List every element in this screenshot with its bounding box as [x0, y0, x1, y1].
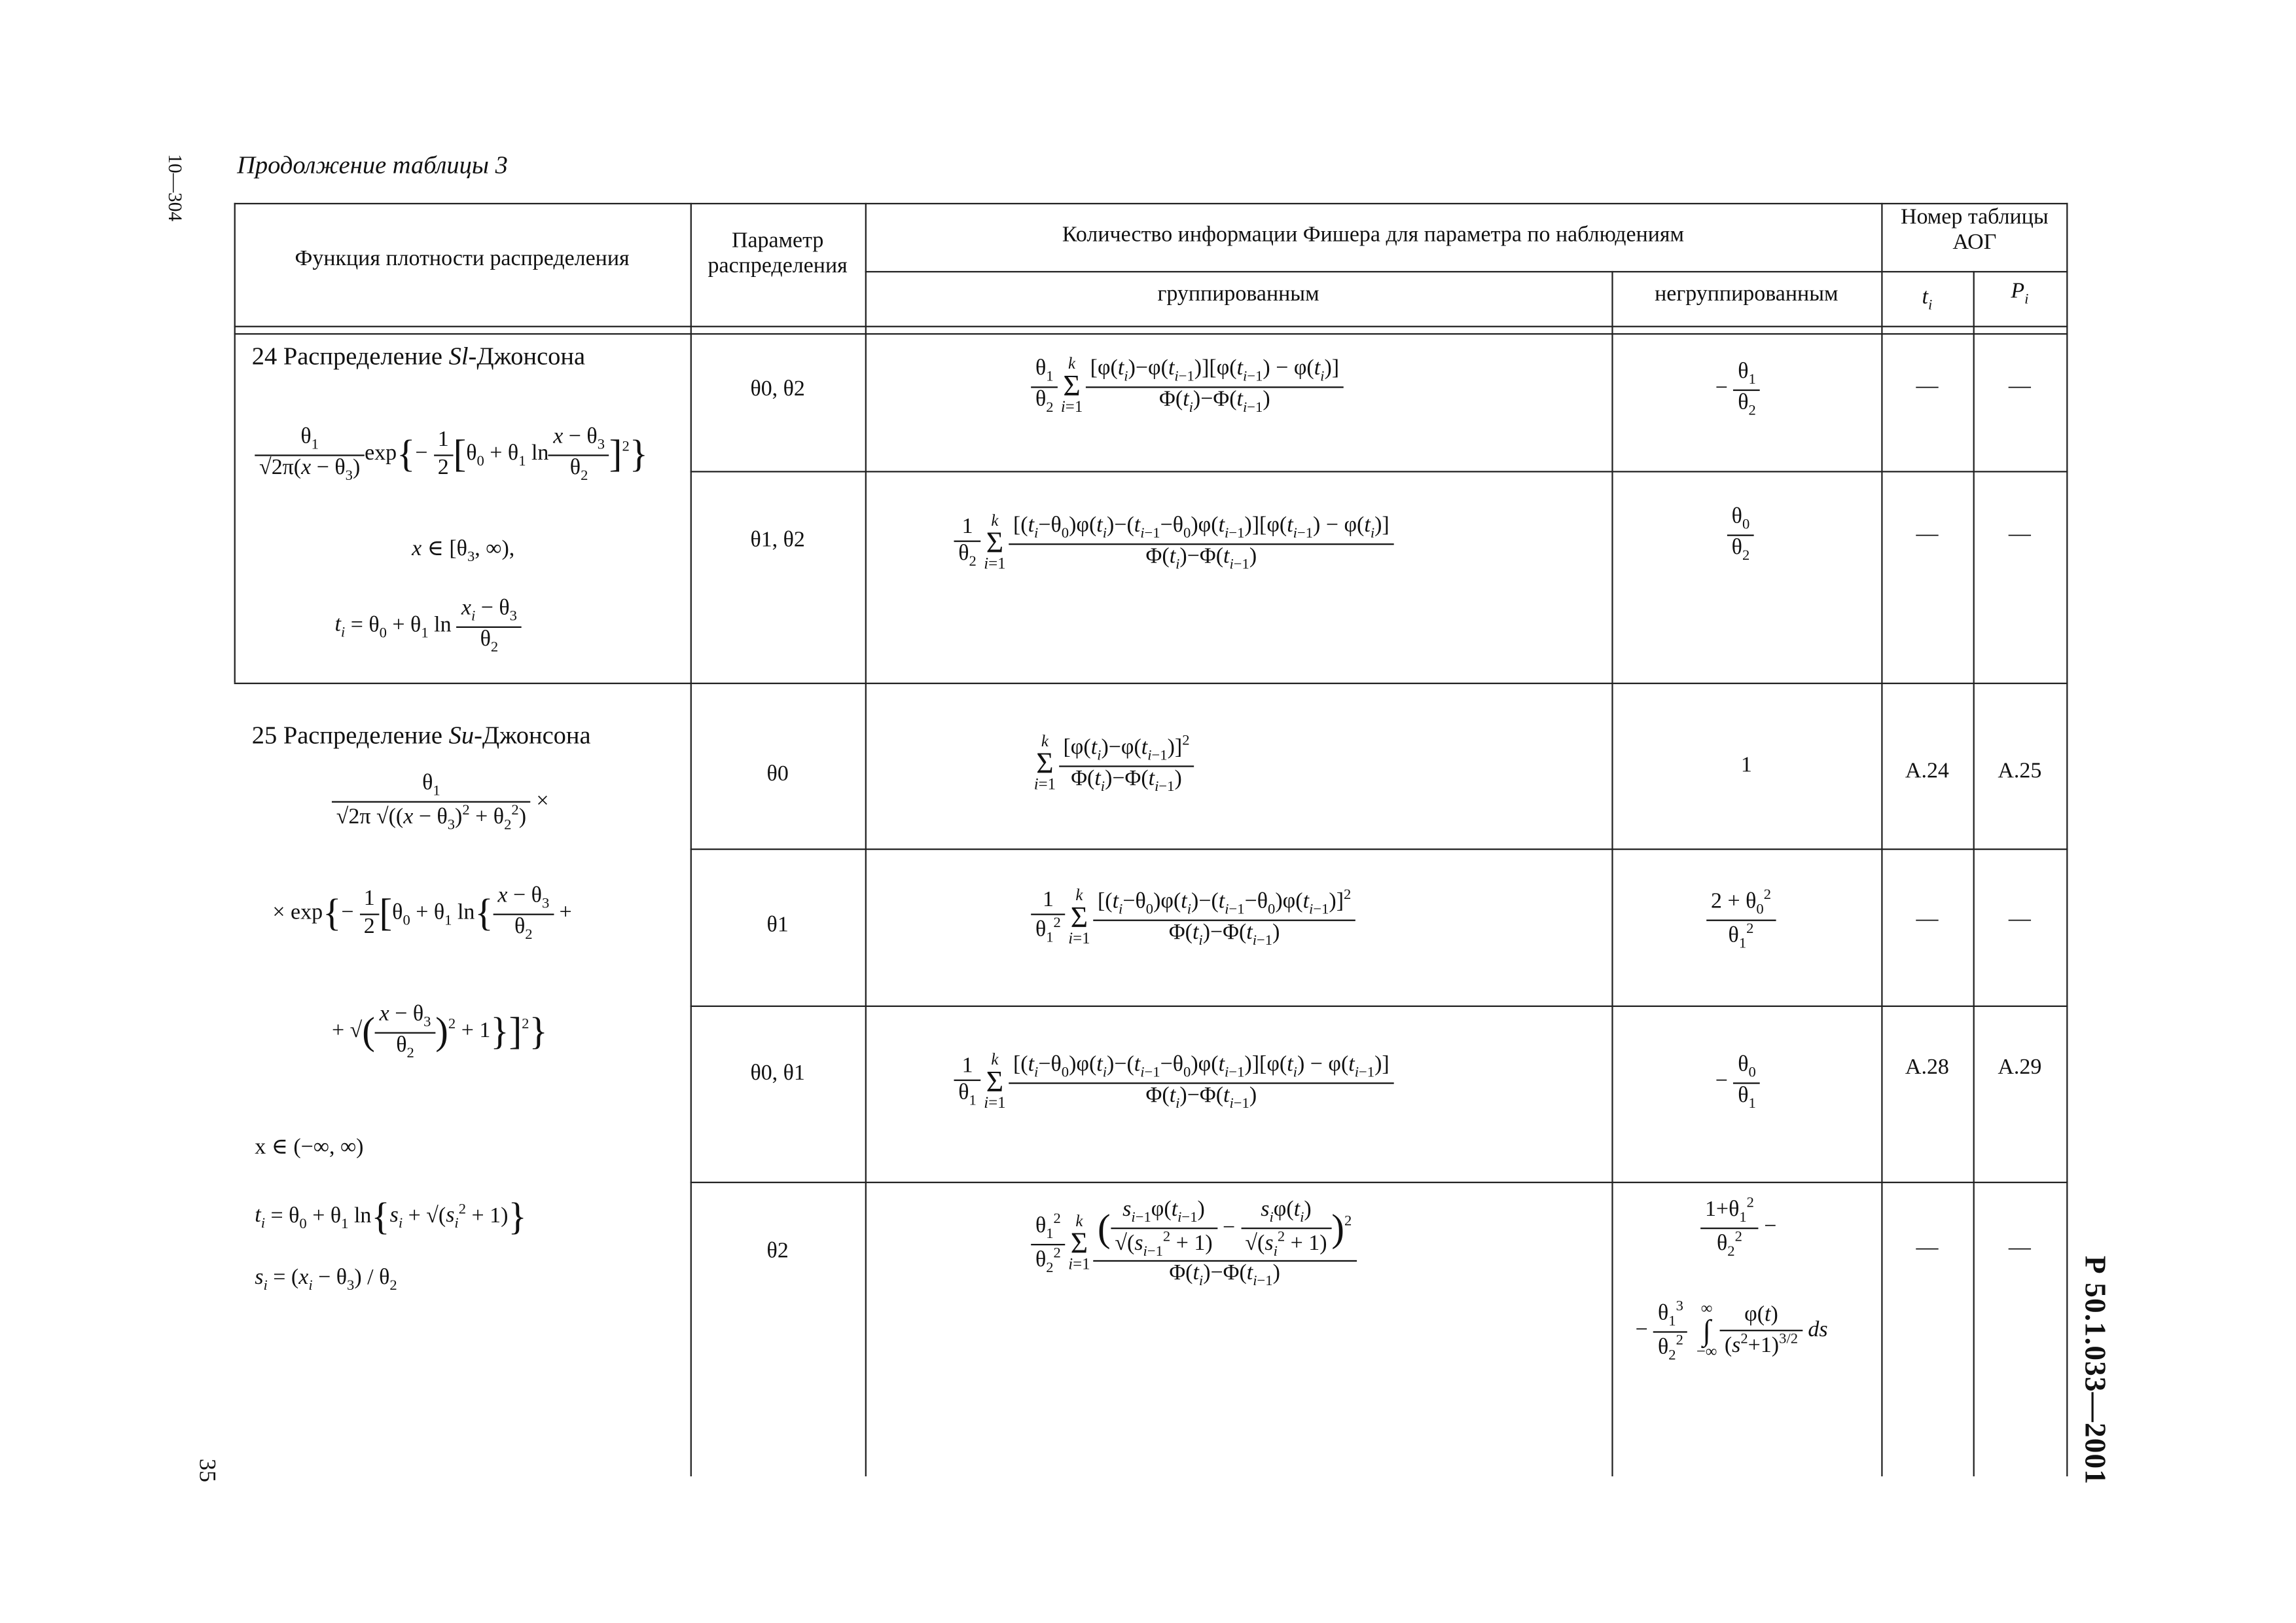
- header-param: Параметр распределения: [708, 229, 848, 278]
- rule: [865, 271, 2068, 272]
- section25-grouped-2: $\frac{1}{\theta_1^2}$ k Σ i=1 $\frac{[(t_i-\theta_0)\varphi(t_i)-(t_{i-1}-\theta_0)\varphi(t_{i-1})]^2}{\Phi(t_i)-\Phi(t_{i-1})}$: [1031, 887, 1355, 949]
- header-grouped: группированным: [1157, 283, 1319, 307]
- side-code: 10—304: [164, 154, 187, 222]
- section25-ti-2: —: [1916, 907, 1939, 932]
- section25-ungrouped-3: − $\frac{\theta_0}{\theta_1}$: [1715, 1053, 1761, 1112]
- section25-param-1: θ0: [766, 762, 789, 787]
- section25-pi-1: A.25: [1998, 759, 2042, 784]
- section25-density-part1: $\frac{\theta_1}{√2\pi √((x - \theta_3)^2 + \theta_2^2)}$ ×: [332, 771, 549, 833]
- rule: [234, 203, 236, 683]
- section25-pi-4: —: [2008, 1236, 2031, 1260]
- section25-title: 25 Распределение Su-Джонсона: [251, 721, 591, 750]
- section25-domain: x ∈ (−∞, ∞): [255, 1135, 364, 1159]
- section24-title: 24 Распределение Sl-Джонсона: [251, 342, 586, 371]
- section25-grouped-1: k Σ i=1 $\frac{[\varphi(t_i)-\varphi(t_{i-1})]^2}{\Phi(t_i)-\Phi(t_{i-1})}$: [1031, 733, 1194, 795]
- section24-param-1: θ0, θ2: [750, 377, 805, 401]
- rule: [691, 1182, 2068, 1183]
- rule: [234, 326, 2068, 327]
- table-caption: Продолжение таблицы 3: [237, 151, 508, 179]
- section25-ungrouped-2: $\frac{2 + \theta_0^2}{\theta_1^2}$: [1706, 887, 1776, 953]
- rule: [2066, 203, 2068, 1476]
- page-number: 35: [194, 1458, 219, 1483]
- rule: [234, 203, 2068, 204]
- section25-param-4: θ2: [766, 1239, 789, 1264]
- header-ti: $t_i$: [1922, 285, 1933, 314]
- section25-pi-2: —: [2008, 907, 2031, 932]
- section25-ti-3: A.28: [1905, 1055, 1949, 1080]
- rule: [1611, 271, 1613, 1476]
- rule: [234, 683, 2068, 684]
- section24-ti-2: —: [1916, 522, 1939, 547]
- section24-ungrouped-2: $\frac{\theta_0}{\theta_2}$: [1727, 505, 1754, 564]
- section25-density-part3: + √( $\frac{x - \theta_3}{\theta_2}$ )$^2$ + 1}]$^2$}: [331, 1002, 548, 1061]
- section25-ungrouped-1: 1: [1740, 754, 1752, 778]
- section25-density-part2: × exp{− $\frac{1}{2}$ [$\theta_0 + \theta_1$ ln{ $\frac{x - \theta_3}{\theta_2}$ +: [272, 884, 572, 943]
- rule: [1973, 271, 1975, 1476]
- rule: [865, 203, 867, 1476]
- section25-pi-3: A.29: [1998, 1055, 2042, 1080]
- section24-grouped-1: $\frac{\theta_1}{\theta_2}$ k Σ i=1 $\frac{[\varphi(t_i)-\varphi(t_{i-1})][\varphi(t_{i-1}) - \varphi(t_i)]}{\Phi(t_i)-\Phi(t_{i-1})}$: [1031, 357, 1344, 416]
- section25-ungrouped-4-part1: $\frac{1+\theta_1^2}{\theta_2^2}$ −: [1700, 1195, 1776, 1260]
- section24-param-2: θ1, θ2: [750, 528, 805, 553]
- header-ungrouped: негруппированным: [1655, 283, 1839, 307]
- section25-grouped-3: $\frac{1}{\theta_1}$ k Σ i=1 $\frac{[(t_i-\theta_0)\varphi(t_i)-(t_{i-1}-\theta_0)\varphi(t_{i-1})][\varphi(t_i) - \varphi(t_{i-1})]}{\Phi(t_i)-\Phi(t_{i-1})}$: [954, 1053, 1394, 1112]
- section24-grouped-2: $\frac{1}{\theta_2}$ k Σ i=1 $\frac{[(t_i-\theta_0)\varphi(t_i)-(t_{i-1}-\theta_0)\varphi(t_{i-1})][\varphi(t_{i-1}) - \varphi(t_i)]}{\Phi(t_i)-\Phi(t_{i-1})}$: [954, 514, 1394, 573]
- section24-pi-2: —: [2008, 522, 2031, 547]
- rule: [691, 1006, 2068, 1007]
- section25-ti-1: A.24: [1905, 759, 1949, 784]
- rule: [691, 848, 2068, 850]
- rule: [691, 471, 2068, 472]
- section24-density-formula: $\frac{\theta_1}{√2\pi(x - \theta_3)}$ exp{− $\frac{1}{2}$ [$\theta_0 + \theta_1$ ln $\frac{x - \theta_3}{\theta_2}$ ]$^2$}: [255, 425, 648, 484]
- section24-pi-1: —: [2008, 374, 2031, 399]
- header-pi: $P_i$: [2011, 280, 2029, 308]
- fisher-table: [234, 203, 2068, 1476]
- section25-grouped-4: $\frac{\theta_1^2}{\theta_2^2}$ k Σ i=1 ( $\frac{s_{i-1}\varphi(t_{i-1})}{√(s_{i-1}^2 + 1)}$ − $\frac{s_i\varphi(t_i)}{√(s_i^2 + 1)}$ )$^2$ $\Phi(t_i)-\Phi(t_{i-1})$: [1031, 1198, 1356, 1290]
- section24-ti-formula: $t_i = \theta_0 + \theta_1$ ln $\frac{x_i - \theta_3}{\theta_2}$: [334, 597, 521, 656]
- section25-ungrouped-4-part2: − $\frac{\theta_1^3}{\theta_2^2}$ ∞ ∫ −∞ $\frac{\varphi(t)}{(s^2+1)^{3/2}}$ ds: [1635, 1298, 1828, 1363]
- section25-ti-4: —: [1916, 1236, 1939, 1260]
- section24-ungrouped-1: − $\frac{\theta_1}{\theta_2}$: [1715, 360, 1761, 419]
- section25-si-formula: $s_i = (x_i - \theta_3) / \theta_2$: [255, 1266, 397, 1294]
- header-fisher: Количество информации Фишера для параметра по наблюдениям: [1062, 223, 1685, 247]
- section24-ti-1: —: [1916, 374, 1939, 399]
- section25-param-3: θ0, θ1: [750, 1061, 805, 1085]
- rule: [234, 333, 2068, 335]
- standard-code: Р 50.1.033—2001: [2078, 1256, 2111, 1485]
- section25-param-2: θ1: [766, 913, 789, 938]
- header-table-no: Номер таблицы АОГ: [1900, 206, 2049, 254]
- section24-domain: x ∈ [$\theta_3$, ∞),: [412, 538, 515, 566]
- header-function: Функция плотности распределения: [295, 247, 630, 271]
- section25-ti-formula: $t_i = \theta_0 + \theta_1$ $\ln\{s_i + √(s_i^2 + 1)\}$: [255, 1195, 527, 1238]
